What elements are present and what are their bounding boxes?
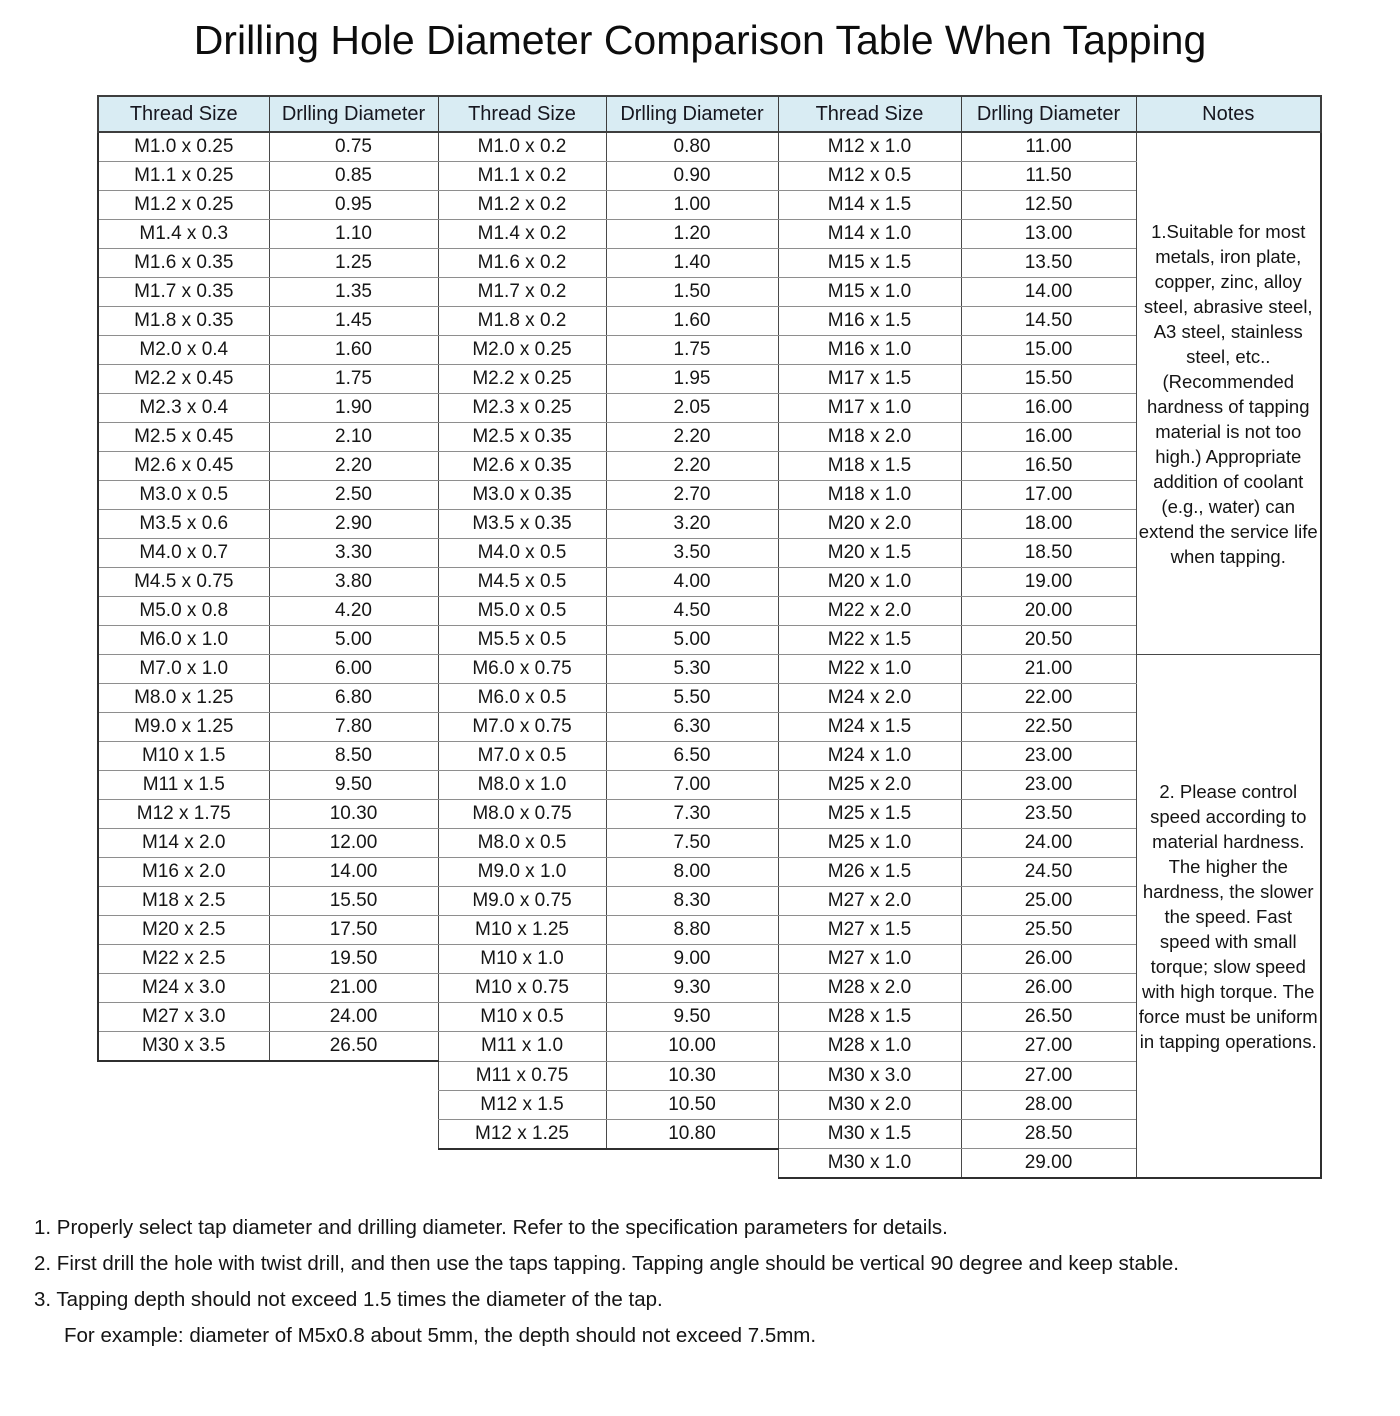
thread-size-cell: M2.2 x 0.45 bbox=[98, 365, 269, 394]
header-row bbox=[98, 96, 1321, 132]
thread-size-cell: M24 x 3.0 bbox=[98, 974, 269, 1003]
drilling-diameter-cell: 17.00 bbox=[961, 481, 1136, 510]
thread-size-cell: M12 x 1.0 bbox=[778, 132, 961, 162]
thread-size-cell: M30 x 3.5 bbox=[98, 1032, 269, 1062]
thread-size-cell: M25 x 2.0 bbox=[778, 771, 961, 800]
thread-size-cell: M14 x 1.5 bbox=[778, 191, 961, 220]
drilling-diameter-cell: 3.80 bbox=[269, 568, 438, 597]
thread-size-cell: M26 x 1.5 bbox=[778, 858, 961, 887]
drilling-diameter-cell: 1.35 bbox=[269, 278, 438, 307]
drilling-diameter-cell: 16.50 bbox=[961, 452, 1136, 481]
thread-size-cell: M24 x 2.0 bbox=[778, 684, 961, 713]
comparison-table bbox=[97, 95, 1322, 1179]
drilling-diameter-cell: 10.80 bbox=[606, 1119, 778, 1149]
thread-size-cell: M30 x 3.0 bbox=[778, 1061, 961, 1090]
drilling-diameter-cell: 8.80 bbox=[606, 916, 778, 945]
drilling-diameter-cell: 15.50 bbox=[269, 887, 438, 916]
footnote-line: 2. First drill the hole with twist drill, and then use the taps tapping. Tapping angle should be vertical 90 degree and keep stable. bbox=[34, 1252, 1179, 1275]
drilling-diameter-cell: 8.50 bbox=[269, 742, 438, 771]
thread-size-cell: M16 x 1.0 bbox=[778, 336, 961, 365]
drilling-diameter-cell: 1.40 bbox=[606, 249, 778, 278]
drilling-diameter-cell: 0.90 bbox=[606, 162, 778, 191]
drilling-diameter-cell: 6.80 bbox=[269, 684, 438, 713]
thread-size-cell: M2.6 x 0.45 bbox=[98, 452, 269, 481]
drilling-diameter-cell: 16.00 bbox=[961, 394, 1136, 423]
drilling-diameter-cell: 29.00 bbox=[961, 1149, 1136, 1179]
thread-size-cell: M10 x 0.75 bbox=[438, 974, 606, 1003]
drilling-diameter-cell: 0.85 bbox=[269, 162, 438, 191]
drilling-diameter-cell: 1.90 bbox=[269, 394, 438, 423]
thread-size-cell: M4.5 x 0.5 bbox=[438, 568, 606, 597]
thread-size-cell: M1.1 x 0.2 bbox=[438, 162, 606, 191]
thread-size-cell: M10 x 0.5 bbox=[438, 1003, 606, 1032]
drilling-diameter-cell: 26.00 bbox=[961, 945, 1136, 974]
thread-size-cell: M20 x 1.5 bbox=[778, 539, 961, 568]
thread-size-cell: M3.5 x 0.6 bbox=[98, 510, 269, 539]
thread-size-cell: M18 x 2.0 bbox=[778, 423, 961, 452]
thread-size-cell: M12 x 1.5 bbox=[438, 1090, 606, 1119]
drilling-diameter-cell: 2.20 bbox=[606, 423, 778, 452]
thread-size-cell: M12 x 1.75 bbox=[98, 800, 269, 829]
drilling-diameter-cell: 2.10 bbox=[269, 423, 438, 452]
thread-size-cell: M12 x 0.5 bbox=[778, 162, 961, 191]
thread-size-cell: M12 x 1.25 bbox=[438, 1119, 606, 1149]
thread-size-cell: M27 x 1.0 bbox=[778, 945, 961, 974]
thread-size-cell: M9.0 x 1.0 bbox=[438, 858, 606, 887]
header-thread-size-3: Thread Size bbox=[778, 96, 961, 132]
drilling-diameter-cell: 26.50 bbox=[269, 1032, 438, 1062]
drilling-diameter-cell: 22.50 bbox=[961, 713, 1136, 742]
thread-size-cell: M22 x 2.5 bbox=[98, 945, 269, 974]
thread-size-cell: M8.0 x 1.0 bbox=[438, 771, 606, 800]
thread-size-cell: M15 x 1.0 bbox=[778, 278, 961, 307]
drilling-diameter-cell: 23.00 bbox=[961, 742, 1136, 771]
header-drilling-diameter-1: Drlling Diameter bbox=[269, 96, 438, 132]
thread-size-cell: M22 x 1.0 bbox=[778, 655, 961, 684]
table-row bbox=[98, 655, 1321, 684]
drilling-diameter-cell: 9.50 bbox=[269, 771, 438, 800]
thread-size-cell: M1.4 x 0.2 bbox=[438, 220, 606, 249]
thread-size-cell: M1.6 x 0.35 bbox=[98, 249, 269, 278]
drilling-diameter-cell: 28.50 bbox=[961, 1119, 1136, 1149]
thread-size-cell: M20 x 1.0 bbox=[778, 568, 961, 597]
thread-size-cell: M27 x 3.0 bbox=[98, 1003, 269, 1032]
drilling-diameter-cell: 7.80 bbox=[269, 713, 438, 742]
thread-size-cell: M5.5 x 0.5 bbox=[438, 626, 606, 655]
thread-size-cell: M1.4 x 0.3 bbox=[98, 220, 269, 249]
thread-size-cell: M8.0 x 0.5 bbox=[438, 829, 606, 858]
thread-size-cell: M24 x 1.5 bbox=[778, 713, 961, 742]
thread-size-cell: M5.0 x 0.5 bbox=[438, 597, 606, 626]
thread-size-cell: M2.3 x 0.25 bbox=[438, 394, 606, 423]
thread-size-cell: M20 x 2.5 bbox=[98, 916, 269, 945]
drilling-diameter-cell: 9.00 bbox=[606, 945, 778, 974]
drilling-diameter-cell: 20.50 bbox=[961, 626, 1136, 655]
thread-size-cell: M15 x 1.5 bbox=[778, 249, 961, 278]
thread-size-cell: M9.0 x 0.75 bbox=[438, 887, 606, 916]
thread-size-cell: M20 x 2.0 bbox=[778, 510, 961, 539]
drilling-diameter-cell: 19.00 bbox=[961, 568, 1136, 597]
drilling-diameter-cell: 14.00 bbox=[269, 858, 438, 887]
thread-size-cell: M7.0 x 1.0 bbox=[98, 655, 269, 684]
thread-size-cell: M1.0 x 0.25 bbox=[98, 132, 269, 162]
thread-size-cell: M11 x 1.0 bbox=[438, 1032, 606, 1062]
thread-size-cell: M1.1 x 0.25 bbox=[98, 162, 269, 191]
drilling-diameter-cell: 0.95 bbox=[269, 191, 438, 220]
drilling-diameter-cell: 18.00 bbox=[961, 510, 1136, 539]
page bbox=[0, 16, 1400, 1354]
thread-size-cell: M5.0 x 0.8 bbox=[98, 597, 269, 626]
thread-size-cell: M7.0 x 0.5 bbox=[438, 742, 606, 771]
thread-size-cell: M27 x 1.5 bbox=[778, 916, 961, 945]
thread-size-cell: M28 x 1.0 bbox=[778, 1032, 961, 1062]
drilling-diameter-cell: 5.50 bbox=[606, 684, 778, 713]
drilling-diameter-cell: 27.00 bbox=[961, 1061, 1136, 1090]
thread-size-cell: M6.0 x 0.75 bbox=[438, 655, 606, 684]
drilling-diameter-cell: 3.50 bbox=[606, 539, 778, 568]
thread-size-cell: M28 x 2.0 bbox=[778, 974, 961, 1003]
drilling-diameter-cell: 10.30 bbox=[269, 800, 438, 829]
thread-size-cell: M11 x 1.5 bbox=[98, 771, 269, 800]
thread-size-cell: M8.0 x 1.25 bbox=[98, 684, 269, 713]
drilling-diameter-cell: 4.50 bbox=[606, 597, 778, 626]
drilling-diameter-cell: 1.45 bbox=[269, 307, 438, 336]
thread-size-cell: M4.0 x 0.7 bbox=[98, 539, 269, 568]
drilling-diameter-cell: 5.00 bbox=[269, 626, 438, 655]
drilling-diameter-cell: 14.00 bbox=[961, 278, 1136, 307]
header-thread-size-1: Thread Size bbox=[98, 96, 269, 132]
drilling-diameter-cell: 16.00 bbox=[961, 423, 1136, 452]
drilling-diameter-cell: 6.30 bbox=[606, 713, 778, 742]
drilling-diameter-cell: 12.00 bbox=[269, 829, 438, 858]
thread-size-cell: M2.5 x 0.45 bbox=[98, 423, 269, 452]
drilling-diameter-cell: 1.25 bbox=[269, 249, 438, 278]
thread-size-cell: M11 x 0.75 bbox=[438, 1061, 606, 1090]
drilling-diameter-cell: 5.30 bbox=[606, 655, 778, 684]
drilling-diameter-cell: 24.50 bbox=[961, 858, 1136, 887]
thread-size-cell: M25 x 1.0 bbox=[778, 829, 961, 858]
thread-size-cell: M14 x 1.0 bbox=[778, 220, 961, 249]
thread-size-cell: M22 x 1.5 bbox=[778, 626, 961, 655]
thread-size-cell: M30 x 1.5 bbox=[778, 1119, 961, 1149]
thread-size-cell: M17 x 1.0 bbox=[778, 394, 961, 423]
thread-size-cell: M1.8 x 0.2 bbox=[438, 307, 606, 336]
thread-size-cell: M14 x 2.0 bbox=[98, 829, 269, 858]
drilling-diameter-cell: 1.60 bbox=[269, 336, 438, 365]
drilling-diameter-cell: 1.60 bbox=[606, 307, 778, 336]
drilling-diameter-cell: 2.70 bbox=[606, 481, 778, 510]
thread-size-cell: M2.3 x 0.4 bbox=[98, 394, 269, 423]
drilling-diameter-cell: 28.00 bbox=[961, 1090, 1136, 1119]
thread-size-cell: M2.6 x 0.35 bbox=[438, 452, 606, 481]
thread-size-cell: M1.2 x 0.25 bbox=[98, 191, 269, 220]
drilling-diameter-cell: 15.50 bbox=[961, 365, 1136, 394]
drilling-diameter-cell: 21.00 bbox=[269, 974, 438, 1003]
drilling-diameter-cell: 7.50 bbox=[606, 829, 778, 858]
drilling-diameter-cell: 24.00 bbox=[269, 1003, 438, 1032]
empty-cell bbox=[438, 1149, 606, 1179]
thread-size-cell: M3.0 x 0.5 bbox=[98, 481, 269, 510]
drilling-diameter-cell: 2.50 bbox=[269, 481, 438, 510]
drilling-diameter-cell: 14.50 bbox=[961, 307, 1136, 336]
header-notes: Notes bbox=[1136, 96, 1321, 132]
drilling-diameter-cell: 8.30 bbox=[606, 887, 778, 916]
thread-size-cell: M22 x 2.0 bbox=[778, 597, 961, 626]
table-body bbox=[98, 132, 1321, 1178]
thread-size-cell: M10 x 1.0 bbox=[438, 945, 606, 974]
thread-size-cell: M18 x 1.5 bbox=[778, 452, 961, 481]
thread-size-cell: M16 x 2.0 bbox=[98, 858, 269, 887]
empty-cell bbox=[98, 1061, 269, 1090]
drilling-diameter-cell: 23.00 bbox=[961, 771, 1136, 800]
notes-cell: 2. Please control speed according to material hardness. The higher the hardness, the slower the speed. Fast speed with small torque; slow speed with high torque. The force must be uniform in tapping operations. bbox=[1136, 655, 1321, 1179]
empty-cell bbox=[269, 1119, 438, 1149]
drilling-diameter-cell: 23.50 bbox=[961, 800, 1136, 829]
drilling-diameter-cell: 2.20 bbox=[269, 452, 438, 481]
thread-size-cell: M2.0 x 0.25 bbox=[438, 336, 606, 365]
drilling-diameter-cell: 24.00 bbox=[961, 829, 1136, 858]
header-drilling-diameter-3: Drlling Diameter bbox=[961, 96, 1136, 132]
drilling-diameter-cell: 6.00 bbox=[269, 655, 438, 684]
thread-size-cell: M3.0 x 0.35 bbox=[438, 481, 606, 510]
drilling-diameter-cell: 26.50 bbox=[961, 1003, 1136, 1032]
drilling-diameter-cell: 18.50 bbox=[961, 539, 1136, 568]
drilling-diameter-cell: 2.05 bbox=[606, 394, 778, 423]
thread-size-cell: M9.0 x 1.25 bbox=[98, 713, 269, 742]
drilling-diameter-cell: 13.00 bbox=[961, 220, 1136, 249]
thread-size-cell: M1.7 x 0.2 bbox=[438, 278, 606, 307]
drilling-diameter-cell: 2.20 bbox=[606, 452, 778, 481]
thread-size-cell: M1.0 x 0.2 bbox=[438, 132, 606, 162]
drilling-diameter-cell: 0.75 bbox=[269, 132, 438, 162]
notes-cell: 1.Suitable for most metals, iron plate, copper, zinc, alloy steel, abrasive steel, A3 steel, stainless steel, etc..(Recommended hardness of tapping material is not too high.) Appropriate addition of coolant (e.g., water) can extend the service life when tapping. bbox=[1136, 132, 1321, 655]
drilling-diameter-cell: 9.50 bbox=[606, 1003, 778, 1032]
drilling-diameter-cell: 19.50 bbox=[269, 945, 438, 974]
drilling-diameter-cell: 8.00 bbox=[606, 858, 778, 887]
drilling-diameter-cell: 1.20 bbox=[606, 220, 778, 249]
thread-size-cell: M10 x 1.5 bbox=[98, 742, 269, 771]
drilling-diameter-cell: 25.50 bbox=[961, 916, 1136, 945]
thread-size-cell: M30 x 1.0 bbox=[778, 1149, 961, 1179]
header-drilling-diameter-2: Drlling Diameter bbox=[606, 96, 778, 132]
drilling-diameter-cell: 4.00 bbox=[606, 568, 778, 597]
thread-size-cell: M1.2 x 0.2 bbox=[438, 191, 606, 220]
empty-cell bbox=[269, 1090, 438, 1119]
thread-size-cell: M4.0 x 0.5 bbox=[438, 539, 606, 568]
thread-size-cell: M6.0 x 1.0 bbox=[98, 626, 269, 655]
thread-size-cell: M1.6 x 0.2 bbox=[438, 249, 606, 278]
thread-size-cell: M16 x 1.5 bbox=[778, 307, 961, 336]
thread-size-cell: M6.0 x 0.5 bbox=[438, 684, 606, 713]
drilling-diameter-cell: 20.00 bbox=[961, 597, 1136, 626]
empty-cell bbox=[269, 1149, 438, 1179]
empty-cell bbox=[606, 1149, 778, 1179]
thread-size-cell: M10 x 1.25 bbox=[438, 916, 606, 945]
drilling-diameter-cell: 25.00 bbox=[961, 887, 1136, 916]
empty-cell bbox=[98, 1119, 269, 1149]
empty-cell bbox=[98, 1090, 269, 1119]
header-thread-size-2: Thread Size bbox=[438, 96, 606, 132]
thread-size-cell: M4.5 x 0.75 bbox=[98, 568, 269, 597]
drilling-diameter-cell: 15.00 bbox=[961, 336, 1136, 365]
empty-cell bbox=[269, 1061, 438, 1090]
drilling-diameter-cell: 9.30 bbox=[606, 974, 778, 1003]
drilling-diameter-cell: 11.00 bbox=[961, 132, 1136, 162]
drilling-diameter-cell: 13.50 bbox=[961, 249, 1136, 278]
drilling-diameter-cell: 1.10 bbox=[269, 220, 438, 249]
thread-size-cell: M2.0 x 0.4 bbox=[98, 336, 269, 365]
thread-size-cell: M1.7 x 0.35 bbox=[98, 278, 269, 307]
drilling-diameter-cell: 0.80 bbox=[606, 132, 778, 162]
drilling-diameter-cell: 1.00 bbox=[606, 191, 778, 220]
thread-size-cell: M25 x 1.5 bbox=[778, 800, 961, 829]
drilling-diameter-cell: 6.50 bbox=[606, 742, 778, 771]
page-title: Drilling Hole Diameter Comparison Table When Tapping bbox=[193, 17, 1207, 63]
drilling-diameter-cell: 27.00 bbox=[961, 1032, 1136, 1062]
drilling-diameter-cell: 7.30 bbox=[606, 800, 778, 829]
drilling-diameter-cell: 2.90 bbox=[269, 510, 438, 539]
empty-cell bbox=[98, 1149, 269, 1179]
drilling-diameter-cell: 10.00 bbox=[606, 1032, 778, 1062]
drilling-diameter-cell: 1.75 bbox=[606, 336, 778, 365]
drilling-diameter-cell: 5.00 bbox=[606, 626, 778, 655]
drilling-diameter-cell: 10.50 bbox=[606, 1090, 778, 1119]
footnotes bbox=[34, 1210, 1400, 1354]
footnote-line: 1. Properly select tap diameter and drilling diameter. Refer to the specification parameters for details. bbox=[34, 1216, 948, 1239]
thread-size-cell: M2.2 x 0.25 bbox=[438, 365, 606, 394]
drilling-diameter-cell: 22.00 bbox=[961, 684, 1136, 713]
thread-size-cell: M24 x 1.0 bbox=[778, 742, 961, 771]
drilling-diameter-cell: 1.50 bbox=[606, 278, 778, 307]
table-header bbox=[98, 96, 1321, 132]
drilling-diameter-cell: 1.95 bbox=[606, 365, 778, 394]
footnote-line: For example: diameter of M5x0.8 about 5mm, the depth should not exceed 7.5mm. bbox=[64, 1324, 817, 1347]
thread-size-cell: M27 x 2.0 bbox=[778, 887, 961, 916]
drilling-diameter-cell: 11.50 bbox=[961, 162, 1136, 191]
thread-size-cell: M30 x 2.0 bbox=[778, 1090, 961, 1119]
drilling-diameter-cell: 3.30 bbox=[269, 539, 438, 568]
drilling-diameter-cell: 4.20 bbox=[269, 597, 438, 626]
thread-size-cell: M1.8 x 0.35 bbox=[98, 307, 269, 336]
drilling-diameter-cell: 12.50 bbox=[961, 191, 1136, 220]
thread-size-cell: M2.5 x 0.35 bbox=[438, 423, 606, 452]
drilling-diameter-cell: 21.00 bbox=[961, 655, 1136, 684]
table-row bbox=[98, 132, 1321, 162]
thread-size-cell: M17 x 1.5 bbox=[778, 365, 961, 394]
footnote-line: 3. Tapping depth should not exceed 1.5 times the diameter of the tap. bbox=[34, 1288, 663, 1311]
drilling-diameter-cell: 26.00 bbox=[961, 974, 1136, 1003]
thread-size-cell: M8.0 x 0.75 bbox=[438, 800, 606, 829]
drilling-diameter-cell: 7.00 bbox=[606, 771, 778, 800]
thread-size-cell: M3.5 x 0.35 bbox=[438, 510, 606, 539]
drilling-diameter-cell: 3.20 bbox=[606, 510, 778, 539]
drilling-diameter-cell: 17.50 bbox=[269, 916, 438, 945]
thread-size-cell: M18 x 2.5 bbox=[98, 887, 269, 916]
drilling-diameter-cell: 10.30 bbox=[606, 1061, 778, 1090]
thread-size-cell: M18 x 1.0 bbox=[778, 481, 961, 510]
thread-size-cell: M28 x 1.5 bbox=[778, 1003, 961, 1032]
thread-size-cell: M7.0 x 0.75 bbox=[438, 713, 606, 742]
drilling-diameter-cell: 1.75 bbox=[269, 365, 438, 394]
